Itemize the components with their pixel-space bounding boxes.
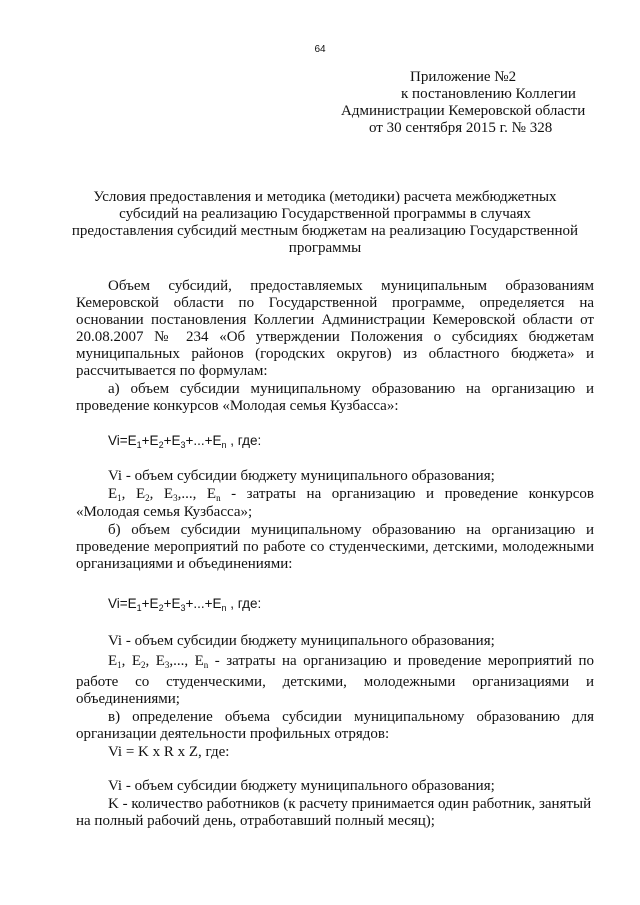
- intro-line: Кемеровской области по Государственной программе, определяется на: [76, 295, 594, 311]
- title-line: Условия предоставления и методика (методики) расчета межбюджетных: [93, 189, 557, 205]
- formula-a: $Vi=E_1+E_2+E_3+...+E_n$ , где:: [108, 433, 262, 450]
- title-line: предоставления субсидий местным бюджетам на реализацию Государственной: [71, 223, 579, 239]
- item-b-line: организациями и объединениями:: [76, 556, 293, 572]
- item-c-line: организации деятельности профильных отрядов:: [76, 726, 390, 742]
- item-c-line: в) определение объема субсидии муниципальному образованию для: [108, 709, 594, 725]
- intro-line: 20.08.2007 № 234 «Об утверждении Положения о субсидиях бюджетам: [76, 329, 594, 345]
- intro-line: рассчитывается по формулам:: [76, 363, 268, 379]
- intro-line: муниципальных районов (городских округов) из областного бюджета» и: [76, 346, 594, 362]
- k-definition-line: на полный рабочий день, отработавший полный месяц);: [76, 813, 435, 829]
- intro-line: основании постановления Коллегии Администрации Кемеровской области от: [76, 312, 594, 328]
- formula-b: $Vi=E_1+E_2+E_3+...+E_n$ , где:: [108, 596, 262, 613]
- e-definition-line: $E_1$, $E_2$, $E_3$,..., $E_n$ - затраты на организацию и проведение мероприятий по: [108, 653, 594, 670]
- appendix-line: от 30 сентября 2015 г. № 328: [369, 120, 553, 136]
- vi-definition-b: Vi - объем субсидии бюджету муниципального образования;: [108, 633, 495, 649]
- formula-c: Vi = K x R x Z, где:: [108, 744, 230, 760]
- e-definition-line: объединениями;: [76, 691, 180, 707]
- vi-definition-c: Vi - объем субсидии бюджету муниципального образования;: [108, 778, 495, 794]
- appendix-line: Администрации Кемеровской области: [341, 103, 586, 119]
- item-a-line: а) объем субсидии муниципальному образованию на организацию и: [108, 381, 594, 397]
- page-number: 64: [314, 44, 326, 55]
- title-line: программы: [288, 240, 362, 256]
- e-definition-line: «Молодая семья Кузбасса»;: [76, 504, 253, 520]
- k-definition-line: K - количество работников (к расчету принимается один работник, занятый: [108, 796, 592, 812]
- e-definition-line: $E_1$, $E_2$, $E_3$,..., $E_n$ - затраты на организацию и проведение конкурсов: [108, 486, 595, 503]
- appendix-line: к постановлению Коллегии: [401, 86, 576, 102]
- appendix-line: Приложение №2: [410, 69, 517, 85]
- item-a-line: проведение конкурсов «Молодая семья Кузбасса»:: [76, 398, 399, 414]
- e-definition-line: работе со студенческими, детскими, молодежными организациями и: [76, 674, 594, 690]
- title-line: субсидий на реализацию Государственной программы в случаях: [119, 206, 531, 222]
- intro-line: Объем субсидий, предоставляемых муниципальным образованиям: [108, 278, 594, 294]
- vi-definition-a: Vi - объем субсидии бюджету муниципального образования;: [108, 468, 495, 484]
- item-b-line: проведение мероприятий по работе со студенческими, детскими, молодежными: [76, 539, 594, 555]
- item-b-line: б) объем субсидии муниципальному образованию на организацию и: [108, 522, 594, 538]
